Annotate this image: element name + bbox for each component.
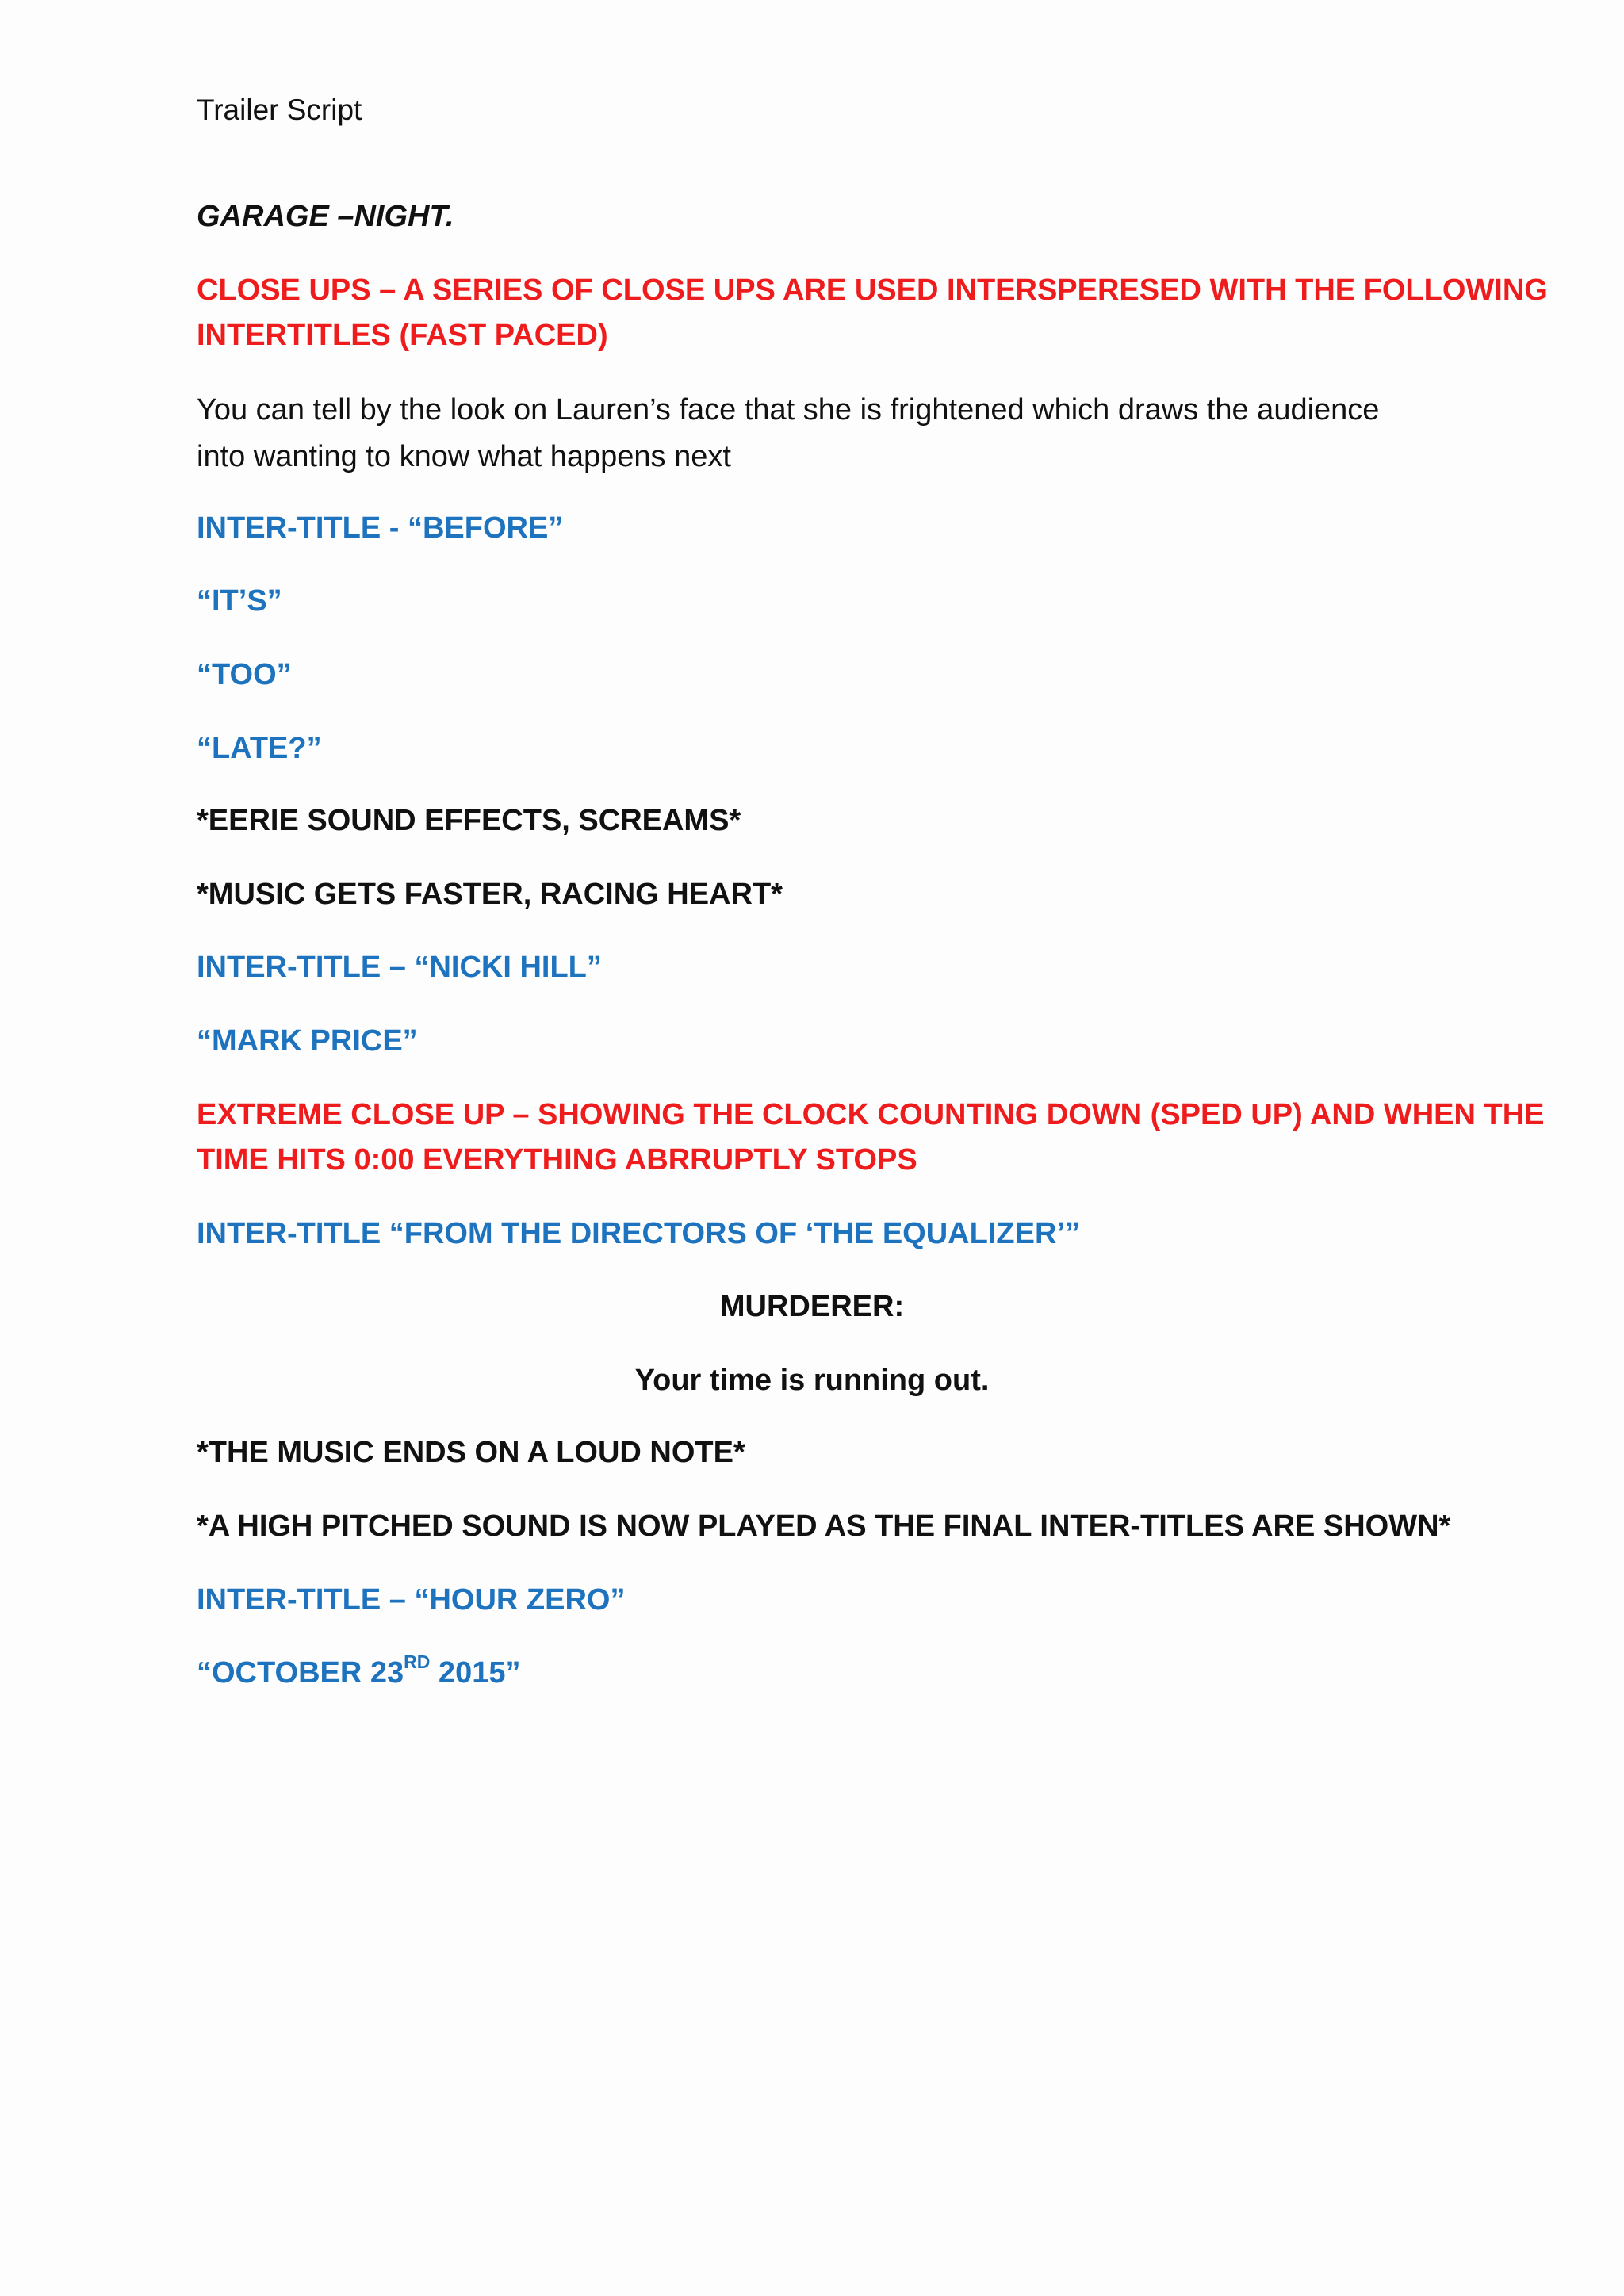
sound-high-pitched: *A HIGH PITCHED SOUND IS NOW PLAYED AS THE FINAL INTER-TITLES ARE SHOWN*	[197, 1510, 1451, 1543]
description-line1: You can tell by the look on Lauren’s face that she is frightened which draws the audience	[197, 393, 1380, 427]
scene-heading: GARAGE –NIGHT.	[197, 200, 454, 233]
intertitle-mark-price: “MARK PRICE”	[197, 1024, 418, 1058]
intertitle-nicki-hill: INTER-TITLE – “NICKI HILL”	[197, 951, 602, 984]
sound-music-ends: *THE MUSIC ENDS ON A LOUD NOTE*	[197, 1436, 745, 1469]
intertitle-hour-zero-text: INTER-TITLE – “HOUR ZERO”	[197, 1583, 626, 1617]
direction-close-ups-line1: CLOSE UPS – A SERIES OF CLOSE UPS ARE USED INTERSPERESED WITH THE FOLLOWING	[197, 274, 1548, 307]
date-suffix: 2015”	[430, 1656, 521, 1689]
intertitle-late: “LATE?”	[197, 732, 322, 765]
sound-eerie: *EERIE SOUND EFFECTS, SCREAMS*	[197, 804, 741, 837]
intertitle-directors: INTER-TITLE “FROM THE DIRECTORS OF ‘THE EQUALIZER’”	[197, 1217, 1080, 1250]
intertitle-date	[197, 1650, 520, 1696]
date-prefix: “OCTOBER 23	[197, 1656, 404, 1689]
intertitle-hour-zero	[197, 1577, 625, 1623]
dialogue: Your time is running out.	[634, 1364, 990, 1397]
date-superscript: RD	[404, 1651, 431, 1673]
direction-extreme-close-up-line2: TIME HITS 0:00 EVERYTHING ABRRUPTLY STOPS	[197, 1143, 917, 1177]
direction-close-ups-line2: INTERTITLES (FAST PACED)	[197, 319, 608, 352]
character-name: MURDERER:	[719, 1290, 905, 1323]
description-line2: into wanting to know what happens next	[197, 440, 731, 473]
sound-music-faster: *MUSIC GETS FASTER, RACING HEART*	[197, 878, 783, 911]
intertitle-too: “TOO”	[197, 658, 292, 691]
intertitle-before: INTER-TITLE - “BEFORE”	[197, 511, 564, 545]
direction-extreme-close-up-line1: EXTREME CLOSE UP – SHOWING THE CLOCK COUNTING DOWN (SPED UP) AND WHEN THE	[197, 1098, 1545, 1131]
intertitle-its: “IT’S”	[197, 584, 282, 618]
page-header: Trailer Script	[197, 94, 362, 126]
